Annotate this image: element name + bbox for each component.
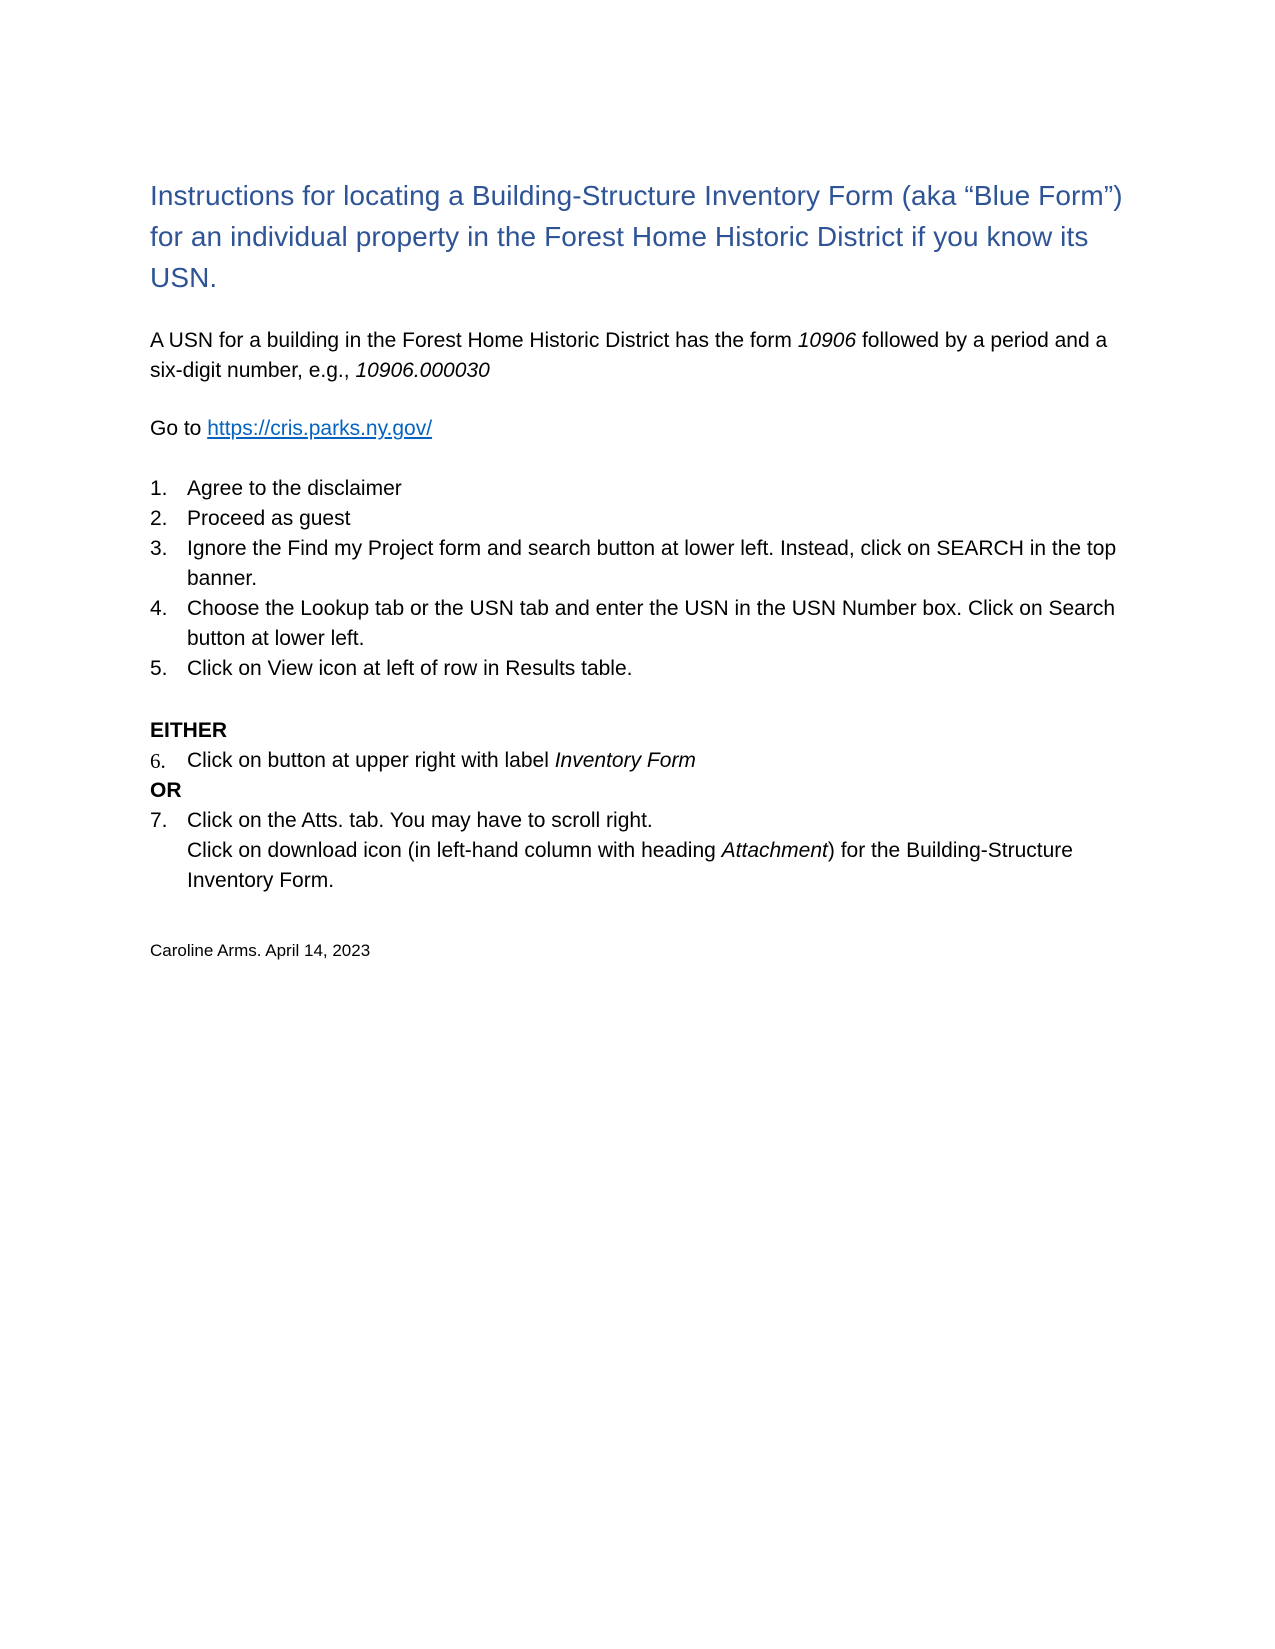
either-label: EITHER bbox=[150, 719, 228, 742]
steps-list bbox=[150, 474, 1140, 684]
step-number: 5. bbox=[150, 657, 168, 680]
list-item bbox=[150, 594, 1140, 654]
step-number: 6. bbox=[150, 749, 166, 773]
usn-example: 10906.000030 bbox=[355, 359, 490, 382]
step-text: Proceed as guest bbox=[187, 507, 351, 530]
author-date: Caroline Arms. April 14, 2023 bbox=[150, 941, 371, 960]
step-number: 4. bbox=[150, 597, 168, 620]
cris-link[interactable]: https://cris.parks.ny.gov/ bbox=[207, 417, 433, 440]
goto-prefix: Go to bbox=[150, 417, 208, 440]
list-item bbox=[150, 746, 1140, 776]
attachment-heading: Attachment bbox=[721, 839, 828, 862]
usn-description bbox=[150, 326, 1140, 386]
usn-form-code: 10906 bbox=[797, 329, 857, 352]
list-item bbox=[150, 534, 1140, 594]
or-label: OR bbox=[150, 779, 182, 802]
step-7-line-1: Click on the Atts. tab. You may have to scroll right. bbox=[187, 809, 653, 832]
list-item bbox=[150, 474, 1140, 504]
step-text: Click on View icon at left of row in Results table. bbox=[187, 657, 633, 680]
step-7-list bbox=[150, 806, 1140, 896]
usn-description-text-2: followed by a period and a six-digit number, e.g., bbox=[150, 329, 1108, 382]
step-7-line-2-post: ) for the Building-Structure Inventory Form. bbox=[187, 839, 1073, 892]
list-item bbox=[150, 654, 1140, 684]
step-text: Agree to the disclaimer bbox=[187, 477, 402, 500]
step-text bbox=[187, 746, 1140, 776]
step-number: 7. bbox=[150, 809, 168, 832]
step-text: Choose the Lookup tab or the USN tab and enter the USN in the USN Number box. Click on Search button at lower left. bbox=[187, 597, 1115, 650]
step-text bbox=[187, 806, 1140, 896]
step-7-line-2-pre: Click on download icon (in left-hand column with heading bbox=[187, 839, 722, 862]
step-number: 2. bbox=[150, 507, 168, 530]
page-title: Instructions for locating a Building-Structure Inventory Form (aka “Blue Form”) for an individual property in the Forest Home Historic District if you know its USN. bbox=[150, 180, 1123, 293]
list-item bbox=[150, 806, 1140, 896]
step-text: Ignore the Find my Project form and search button at lower left. Instead, click on SEARCH in the top banner. bbox=[187, 537, 1117, 590]
step-6-text: Click on button at upper right with label bbox=[187, 749, 555, 772]
inventory-form-label: Inventory Form bbox=[554, 749, 696, 772]
step-6-list bbox=[150, 746, 1140, 776]
list-item bbox=[150, 504, 1140, 534]
goto-line bbox=[150, 414, 1140, 444]
step-number: 3. bbox=[150, 537, 168, 560]
usn-description-text-1: A USN for a building in the Forest Home Historic District has the form bbox=[150, 329, 798, 352]
step-number: 1. bbox=[150, 477, 168, 500]
